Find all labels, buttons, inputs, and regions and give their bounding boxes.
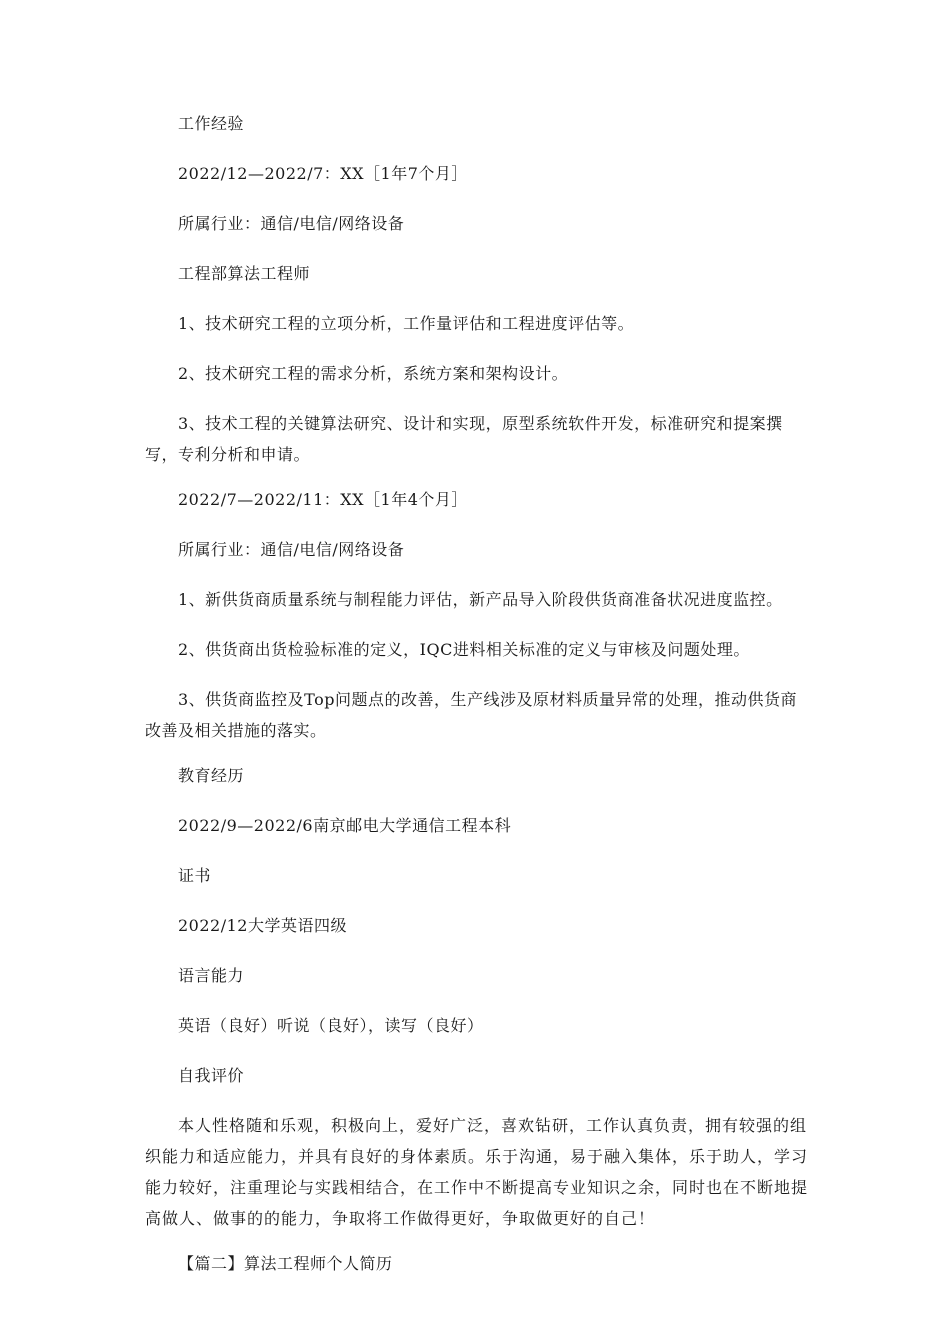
- section-heading-self-evaluation: 自我评价: [178, 1066, 245, 1085]
- language-entry: 英语（良好）听说（良好），读写（良好）: [178, 1016, 484, 1035]
- job-2-industry: 所属行业：通信/电信/网络设备: [178, 540, 405, 559]
- certificate-entry: 2022/12大学英语四级: [178, 916, 347, 935]
- job-1-duty-3: 3、技术工程的关键算法研究、设计和实现，原型系统软件开发，标准研究和提案撰写，专利分析和申请。: [145, 414, 783, 464]
- job-1-duty-2: 2、技术研究工程的需求分析，系统方案和架构设计。: [178, 364, 569, 383]
- section-heading-certificates: 证书: [178, 866, 212, 885]
- job-1-industry: 所属行业：通信/电信/网络设备: [178, 214, 405, 233]
- self-evaluation-text: 本人性格随和乐观，积极向上，爱好广泛，喜欢钻研，工作认真负责，拥有较强的组织能力和适应能力，并具有良好的身体素质。乐于沟通，易于融入集体，乐于助人，学习能力较好，注重理论与实践相结合，在工作中不断提高专业知识之余，同时也在不断地提高做人、做事的的能力，争取将工作做得更好，争取做更好的自己！: [145, 1116, 809, 1228]
- section-heading-work-experience: 工作经验: [178, 114, 245, 133]
- job-1-period: 2022/12—2022/7：XX［1年7个月］: [178, 164, 468, 183]
- job-1-duty-1: 1、技术研究工程的立项分析，工作量评估和工程进度评估等。: [178, 314, 635, 333]
- education-entry: 2022/9—2022/6南京邮电大学通信工程本科: [178, 816, 512, 835]
- job-2-period: 2022/7—2022/11：XX［1年4个月］: [178, 490, 468, 509]
- document-page: [145, 108, 811, 1298]
- job-2-duty-2: 2、供货商出货检验标准的定义，IQC进料相关标准的定义与审核及问题处理。: [178, 640, 750, 659]
- job-2-duty-1: 1、新供货商质量系统与制程能力评估，新产品导入阶段供货商准备状况进度监控。: [178, 590, 783, 609]
- section-heading-education: 教育经历: [178, 766, 245, 785]
- job-2-duty-3: 3、供货商监控及Top问题点的改善，生产线涉及原材料质量异常的处理，推动供货商改善及相关措施的落实。: [145, 690, 797, 740]
- next-section-title: 【篇二】算法工程师个人简历: [178, 1254, 393, 1273]
- job-1-title: 工程部算法工程师: [178, 264, 311, 283]
- section-heading-languages: 语言能力: [178, 966, 245, 985]
